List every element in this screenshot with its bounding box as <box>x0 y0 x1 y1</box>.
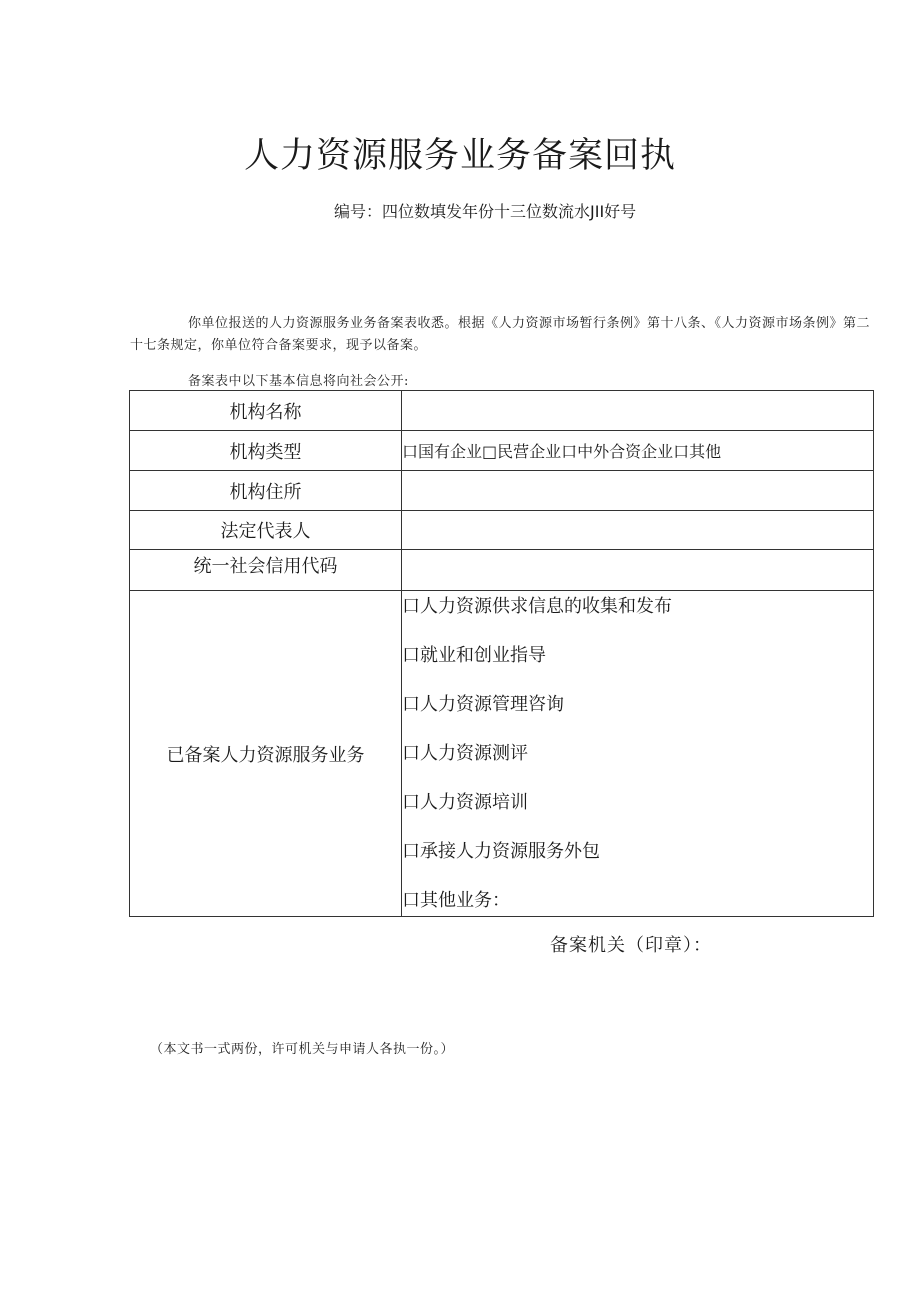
notice-paragraph: 你单位报送的人力资源服务业务备案表收悉。根据《人力资源市场暂行条例》第十八条、《人力资源市场条例》第二十七条规定，你单位符合备案要求，现予以备案。 <box>130 316 871 353</box>
filing-info-table <box>129 390 874 917</box>
serial-number-line: 编号：四位数填发年份十三位数流水JII好号 <box>334 202 637 221</box>
public-info-note: 备案表中以下基本信息将向社会公开: <box>188 374 409 389</box>
services-label: 已备案人力资源服务业务 <box>130 591 402 917</box>
service-item-supply-demand[interactable]: 口人力资源供求信息的收集和发布 <box>402 596 672 617</box>
row-org-type <box>130 431 874 471</box>
services-cell <box>402 591 874 917</box>
row-org-address <box>130 471 874 511</box>
service-item-hr-assessment[interactable]: 口人力资源测评 <box>402 743 528 764</box>
org-type-options[interactable]: 口国有企业□民营企业口中外合资企业口其他 <box>402 431 874 471</box>
service-item-employment-guidance[interactable]: 口就业和创业指导 <box>402 645 546 666</box>
org-address-value[interactable] <box>402 471 874 511</box>
row-legal-rep <box>130 511 874 550</box>
service-item-other[interactable]: 口其他业务： <box>402 890 510 911</box>
row-org-name <box>130 391 874 431</box>
service-item-hr-training[interactable]: 口人力资源培训 <box>402 792 528 813</box>
row-credit-code <box>130 550 874 591</box>
credit-code-label: 统一社会信用代码 <box>130 550 402 591</box>
services-checklist <box>402 591 873 915</box>
legal-rep-label: 法定代表人 <box>130 511 402 550</box>
filing-authority-stamp-label: 备案机关（印章）： <box>550 935 712 956</box>
row-services <box>130 591 874 917</box>
org-address-label: 机构住所 <box>130 471 402 511</box>
org-type-label: 机构类型 <box>130 431 402 471</box>
service-item-hr-consulting[interactable]: 口人力资源管理咨询 <box>402 694 564 715</box>
service-item-outsourcing[interactable]: 口承接人力资源服务外包 <box>402 841 600 862</box>
legal-rep-value[interactable] <box>402 511 874 550</box>
org-name-value[interactable] <box>402 391 874 431</box>
document-title: 人力资源服务业务备案回执 <box>243 136 676 176</box>
copies-footnote: （本文书一式两份，许可机关与申请人各执一份。） <box>150 1042 455 1057</box>
credit-code-value[interactable] <box>402 550 874 591</box>
org-name-label: 机构名称 <box>130 391 402 431</box>
